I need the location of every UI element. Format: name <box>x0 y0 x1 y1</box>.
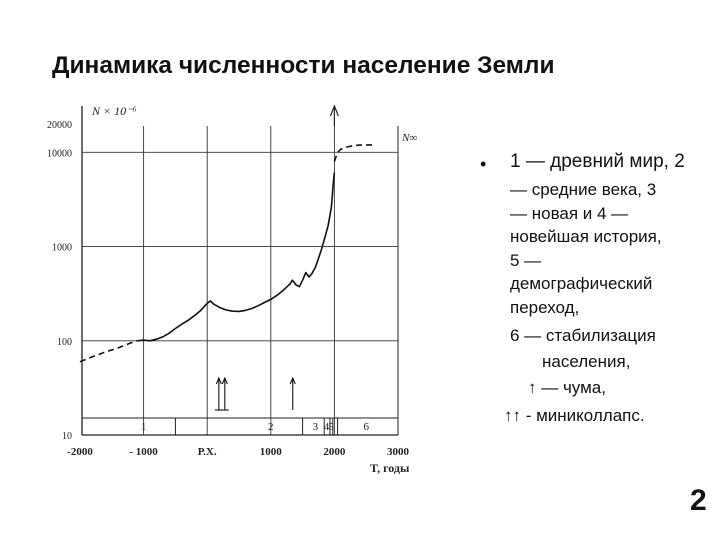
period-label: 6 <box>363 421 369 433</box>
period-label: 3 <box>312 421 319 433</box>
y-tick-label: 100 <box>57 336 72 348</box>
chart-labels <box>47 104 417 475</box>
population-curves <box>80 145 373 362</box>
series-line-2 <box>137 173 334 341</box>
note-line: — новая и 4 — <box>510 203 629 223</box>
asymptote-label: N∞ <box>402 131 418 144</box>
y-axis-label: N × 10⁻⁶ <box>92 104 137 118</box>
x-tick-label: 2000 <box>323 446 346 458</box>
note-line: новейшая история, <box>510 227 662 247</box>
x-axis-label: T, годы <box>370 461 410 475</box>
period-label: 4 <box>323 421 330 433</box>
series-line-3 <box>334 145 372 162</box>
note-line: переход, <box>510 297 580 317</box>
note-line: ↑↑ - миниколлапс. <box>504 405 645 425</box>
page-number: 2 <box>690 484 707 517</box>
period-label: 1 <box>140 421 147 433</box>
period-label: 2 <box>268 421 274 433</box>
series-line-1 <box>80 341 137 362</box>
x-tick-label: 1000 <box>259 446 282 458</box>
x-tick-label: Р.Х. <box>197 446 217 458</box>
x-tick-label: 3000 <box>387 446 409 458</box>
note-line: 5 — <box>510 250 542 270</box>
note-line: 1 — древний мир, 2 <box>510 151 685 172</box>
x-tick-label: -2000 <box>67 446 93 458</box>
note-line: — средние века, 3 <box>510 180 657 200</box>
chart-axes <box>82 106 398 435</box>
note-line: 6 — стабилизация <box>510 325 656 345</box>
y-tick-label: 20000 <box>47 120 72 131</box>
event-markers <box>215 378 295 410</box>
period-band <box>82 418 398 435</box>
y-tick-label: 1000 <box>52 242 72 254</box>
chart-grid <box>82 126 398 435</box>
note-line: населения, <box>542 351 631 371</box>
note-line: ↑ — чума, <box>528 377 606 397</box>
bullet-icon: • <box>480 154 487 174</box>
slide-title: Динамика численности население Земли <box>52 52 555 79</box>
x-tick-label: - 1000 <box>129 446 158 458</box>
y-tick-label: 10 <box>62 431 72 442</box>
note-line: демографический <box>510 274 653 294</box>
period-label: 5 <box>328 421 334 433</box>
y-tick-label: 10000 <box>47 148 72 160</box>
